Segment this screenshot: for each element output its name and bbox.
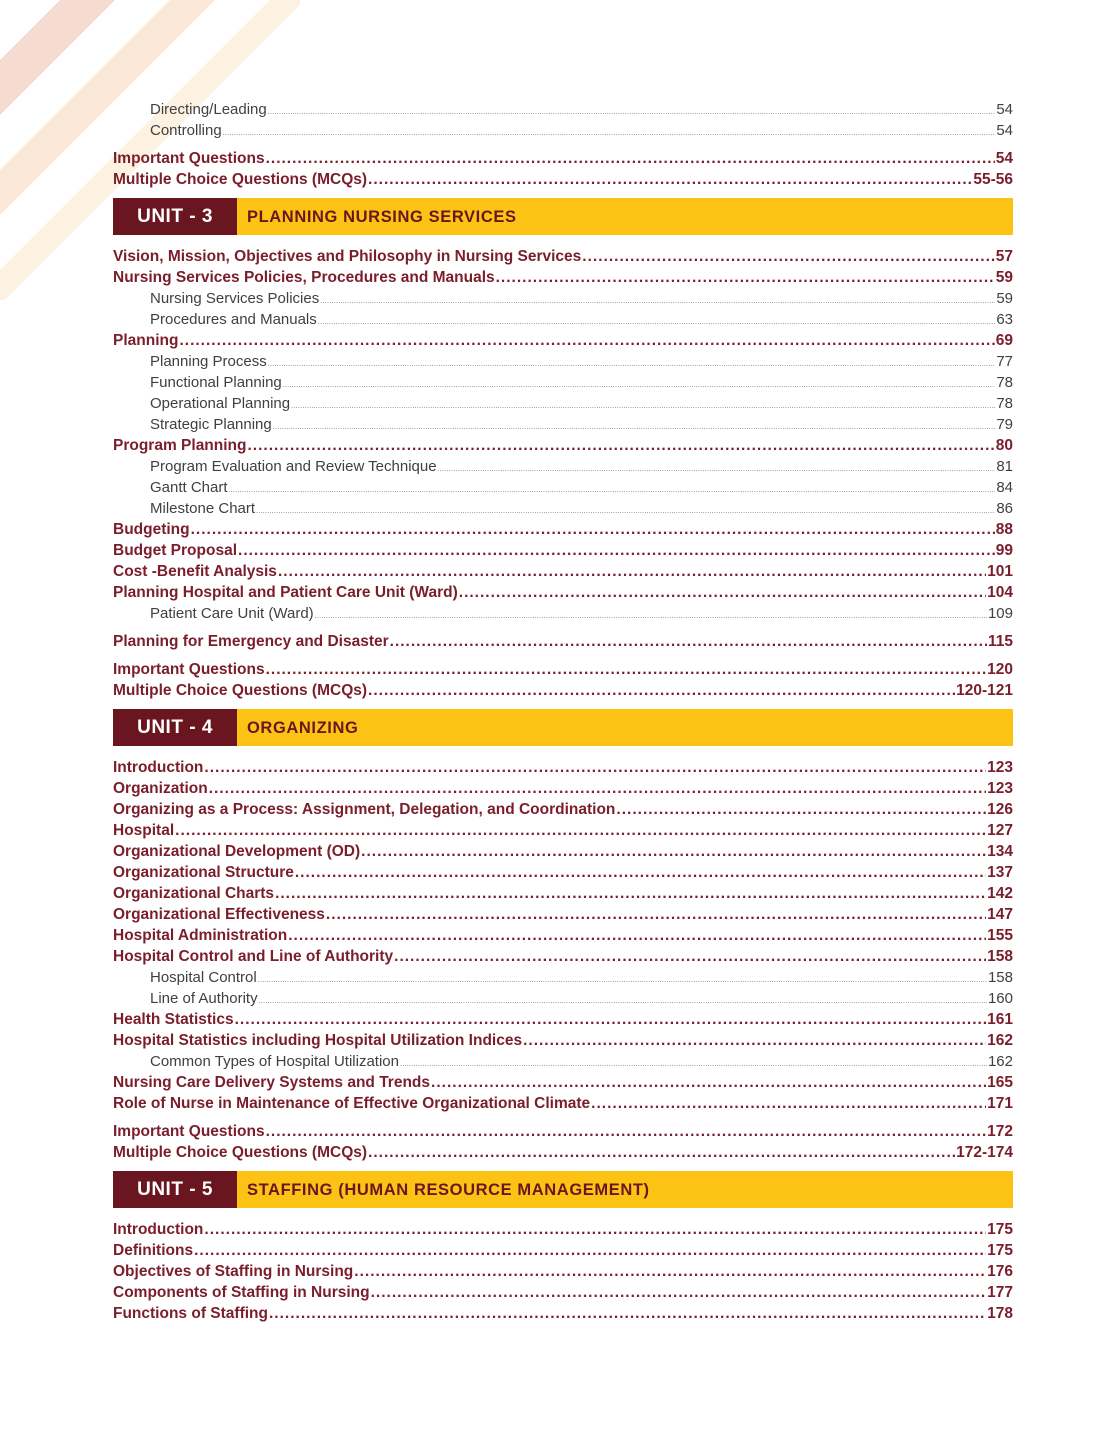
entry-title: Program Evaluation and Review Technique	[150, 458, 437, 475]
dot-leader	[591, 1093, 986, 1114]
dot-leader	[459, 582, 986, 603]
page-number: 160	[987, 990, 1013, 1007]
entry-title: Health Statistics	[113, 1011, 234, 1028]
spacer	[113, 1114, 1013, 1121]
entry-title: Role of Nurse in Maintenance of Effective Organizational Climate	[113, 1095, 591, 1112]
toc-entry[interactable]	[113, 330, 1013, 351]
unit-title: STAFFING (HUMAN RESOURCE MANAGEMENT)	[237, 1171, 1013, 1208]
toc-entry[interactable]	[113, 1121, 1013, 1142]
dot-leader	[266, 148, 995, 169]
dot-leader	[204, 1219, 986, 1240]
page-number: 171	[987, 1095, 1013, 1112]
entry-title: Hospital Control	[150, 969, 257, 986]
entry-title: Functions of Staffing	[113, 1305, 268, 1322]
unit-title: ORGANIZING	[237, 709, 1013, 746]
entry-title: Introduction	[113, 1221, 204, 1238]
entry-title: Organizational Charts	[113, 885, 275, 902]
page-number: 123	[987, 759, 1013, 776]
page-number: 158	[987, 969, 1013, 986]
dot-leader	[175, 820, 986, 841]
page-number: 142	[987, 885, 1013, 902]
dot-leader	[361, 841, 986, 862]
toc-subentry[interactable]	[113, 99, 1013, 120]
entry-title: Planning Process	[150, 353, 267, 370]
dot-leader	[269, 1303, 986, 1324]
toc-entry[interactable]	[113, 904, 1013, 925]
toc-entry[interactable]	[113, 1009, 1013, 1030]
dot-leader	[268, 102, 996, 120]
dot-leader	[259, 991, 987, 1009]
page-number: 115	[987, 633, 1013, 650]
entry-title: Organizing as a Process: Assignment, Delegation, and Coordination	[113, 801, 616, 818]
toc-subentry[interactable]	[113, 1051, 1013, 1072]
entry-title: Planning	[113, 332, 179, 349]
entry-title: Hospital Control and Line of Authority	[113, 948, 394, 965]
toc-subentry[interactable]	[113, 988, 1013, 1009]
page-number: 155	[987, 927, 1013, 944]
toc-entry[interactable]	[113, 1142, 1013, 1163]
page-number: 57	[995, 248, 1013, 265]
entry-title: Organizational Development (OD)	[113, 843, 361, 860]
dot-leader	[400, 1054, 987, 1072]
toc-entry[interactable]	[113, 799, 1013, 820]
entry-title: Patient Care Unit (Ward)	[150, 605, 314, 622]
toc-entry[interactable]	[113, 582, 1013, 603]
page-number: 59	[996, 290, 1013, 307]
entry-title: Objectives of Staffing in Nursing	[113, 1263, 354, 1280]
entry-title: Multiple Choice Questions (MCQs)	[113, 682, 368, 699]
dot-leader	[368, 169, 972, 190]
toc-entry[interactable]	[113, 1030, 1013, 1051]
dot-leader	[315, 606, 987, 624]
page-number: 126	[987, 801, 1013, 818]
toc-entry[interactable]	[113, 820, 1013, 841]
entry-title: Nursing Services Policies, Procedures and Manuals	[113, 269, 495, 286]
dot-leader	[238, 540, 995, 561]
toc-entry[interactable]	[113, 435, 1013, 456]
entry-title: Important Questions	[113, 661, 265, 678]
toc-entry[interactable]	[113, 1093, 1013, 1114]
entry-title: Procedures and Manuals	[150, 311, 317, 328]
dot-leader	[223, 123, 996, 141]
toc-subentry[interactable]	[113, 351, 1013, 372]
toc-entry[interactable]	[113, 1261, 1013, 1282]
toc-entry[interactable]	[113, 1240, 1013, 1261]
toc-entry[interactable]	[113, 169, 1013, 190]
toc-entry[interactable]	[113, 540, 1013, 561]
page-number: 80	[995, 437, 1013, 454]
page-number: 54	[996, 101, 1013, 118]
page-number: 134	[987, 843, 1013, 860]
entry-title: Controlling	[150, 122, 222, 139]
toc-subentry[interactable]	[113, 414, 1013, 435]
unit-title: PLANNING NURSING SERVICES	[237, 198, 1013, 235]
toc-subentry[interactable]	[113, 603, 1013, 624]
page-number: 78	[996, 374, 1013, 391]
page-number: 104	[987, 584, 1013, 601]
entry-title: Planning for Emergency and Disaster	[113, 633, 389, 650]
toc-entry[interactable]	[113, 778, 1013, 799]
toc-subentry[interactable]	[113, 120, 1013, 141]
page-number: 158	[987, 948, 1013, 965]
entry-title: Program Planning	[113, 437, 247, 454]
dot-leader	[204, 757, 986, 778]
dot-leader	[368, 680, 955, 701]
page-number: 78	[996, 395, 1013, 412]
dot-leader	[256, 501, 995, 519]
dot-leader	[368, 1142, 955, 1163]
entry-title: Organizational Structure	[113, 864, 294, 881]
dot-leader	[354, 1261, 986, 1282]
toc-entry[interactable]	[113, 1303, 1013, 1324]
dot-leader	[266, 1121, 987, 1142]
spacer	[113, 652, 1013, 659]
entry-title: Multiple Choice Questions (MCQs)	[113, 171, 368, 188]
page-number: 161	[987, 1011, 1013, 1028]
entry-title: Cost -Benefit Analysis	[113, 563, 277, 580]
toc-subentry[interactable]	[113, 288, 1013, 309]
toc-entry[interactable]	[113, 267, 1013, 288]
dot-leader	[235, 1009, 987, 1030]
entry-title: Vision, Mission, Objectives and Philosophy in Nursing Services	[113, 248, 582, 265]
toc-entry[interactable]	[113, 925, 1013, 946]
page-number: 137	[987, 864, 1013, 881]
table-of-contents	[113, 99, 1013, 1324]
toc-subentry[interactable]	[113, 309, 1013, 330]
toc-entry[interactable]	[113, 946, 1013, 967]
entry-title: Hospital Administration	[113, 927, 288, 944]
spacer	[113, 141, 1013, 148]
dot-leader	[431, 1072, 986, 1093]
dot-leader	[194, 1240, 986, 1261]
dot-leader	[438, 459, 996, 477]
entry-title: Budget Proposal	[113, 542, 238, 559]
dot-leader	[390, 631, 987, 652]
entry-title: Planning Hospital and Patient Care Unit (Ward)	[113, 584, 458, 601]
dot-leader	[191, 519, 995, 540]
page-number: 147	[987, 906, 1013, 923]
entry-title: Operational Planning	[150, 395, 291, 412]
entry-title: Gantt Chart	[150, 479, 228, 496]
page-number: 109	[987, 605, 1013, 622]
unit-number: UNIT - 3	[113, 198, 237, 235]
page-number: 175	[987, 1221, 1013, 1238]
page-number: 177	[987, 1284, 1013, 1301]
page-number: 120	[987, 661, 1013, 678]
page-number: 162	[987, 1032, 1013, 1049]
page-number: 101	[987, 563, 1013, 580]
toc-subentry[interactable]	[113, 393, 1013, 414]
dot-leader	[394, 946, 986, 967]
dot-leader	[275, 883, 986, 904]
entry-title: Hospital	[113, 822, 175, 839]
page-number: 63	[996, 311, 1013, 328]
entry-title: Organization	[113, 780, 208, 797]
toc-entry[interactable]	[113, 246, 1013, 267]
toc-entry[interactable]	[113, 148, 1013, 169]
toc-subentry[interactable]	[113, 477, 1013, 498]
page-number: 84	[996, 479, 1013, 496]
entry-title: Line of Authority	[150, 990, 258, 1007]
dot-leader	[616, 799, 986, 820]
dot-leader	[248, 435, 995, 456]
toc-entry[interactable]	[113, 1072, 1013, 1093]
page-number: 86	[996, 500, 1013, 517]
toc-entry[interactable]	[113, 680, 1013, 701]
toc-subentry[interactable]	[113, 967, 1013, 988]
unit-number: UNIT - 5	[113, 1171, 237, 1208]
unit-number: UNIT - 4	[113, 709, 237, 746]
toc-entry[interactable]	[113, 757, 1013, 778]
page-number: 54	[995, 150, 1013, 167]
toc-entry[interactable]	[113, 1219, 1013, 1240]
entry-title: Organizational Effectiveness	[113, 906, 325, 923]
dot-leader	[318, 312, 996, 330]
toc-entry[interactable]	[113, 1282, 1013, 1303]
dot-leader	[278, 561, 986, 582]
unit-header	[113, 198, 1013, 235]
page-number: 81	[996, 458, 1013, 475]
entry-title: Budgeting	[113, 521, 190, 538]
dot-leader	[295, 862, 986, 883]
entry-title: Common Types of Hospital Utilization	[150, 1053, 399, 1070]
dot-leader	[258, 970, 987, 988]
page-number: 55-56	[973, 171, 1013, 188]
dot-leader	[320, 291, 995, 309]
toc-subentry[interactable]	[113, 498, 1013, 519]
dot-leader	[283, 375, 996, 393]
dot-leader	[523, 1030, 986, 1051]
toc-subentry[interactable]	[113, 456, 1013, 477]
dot-leader	[371, 1282, 987, 1303]
entry-title: Nursing Services Policies	[150, 290, 320, 307]
entry-title: Introduction	[113, 759, 204, 776]
toc-entry[interactable]	[113, 519, 1013, 540]
entry-title: Nursing Care Delivery Systems and Trends	[113, 1074, 431, 1091]
page-number: 79	[996, 416, 1013, 433]
toc-entry[interactable]	[113, 841, 1013, 862]
page-number: 88	[995, 521, 1013, 538]
toc-entry[interactable]	[113, 862, 1013, 883]
dot-leader	[273, 417, 996, 435]
page-number: 172-174	[956, 1144, 1013, 1161]
spacer	[113, 624, 1013, 631]
dot-leader	[582, 246, 994, 267]
page-number: 162	[987, 1053, 1013, 1070]
toc-subentry[interactable]	[113, 372, 1013, 393]
page-number: 172	[987, 1123, 1013, 1140]
page-number: 178	[987, 1305, 1013, 1322]
page-number: 165	[987, 1074, 1013, 1091]
page-number: 99	[995, 542, 1013, 559]
dot-leader	[268, 354, 996, 372]
page-number: 69	[995, 332, 1013, 349]
toc-entry[interactable]	[113, 631, 1013, 652]
entry-title: Components of Staffing in Nursing	[113, 1284, 370, 1301]
page-number: 120-121	[956, 682, 1013, 699]
page-number: 176	[987, 1263, 1013, 1280]
dot-leader	[291, 396, 995, 414]
toc-entry[interactable]	[113, 659, 1013, 680]
dot-leader	[326, 904, 986, 925]
dot-leader	[229, 480, 996, 498]
page-number: 77	[996, 353, 1013, 370]
unit-header	[113, 1171, 1013, 1208]
page-number: 54	[996, 122, 1013, 139]
dot-leader	[288, 925, 986, 946]
entry-title: Strategic Planning	[150, 416, 272, 433]
dot-leader	[179, 330, 994, 351]
page-number: 175	[987, 1242, 1013, 1259]
dot-leader	[496, 267, 995, 288]
page-number: 59	[995, 269, 1013, 286]
entry-title: Directing/Leading	[150, 101, 267, 118]
toc-entry[interactable]	[113, 883, 1013, 904]
toc-entry[interactable]	[113, 561, 1013, 582]
entry-title: Important Questions	[113, 1123, 265, 1140]
entry-title: Important Questions	[113, 150, 265, 167]
dot-leader	[209, 778, 986, 799]
entry-title: Multiple Choice Questions (MCQs)	[113, 1144, 368, 1161]
unit-header	[113, 709, 1013, 746]
entry-title: Definitions	[113, 1242, 194, 1259]
page-number: 123	[987, 780, 1013, 797]
dot-leader	[266, 659, 987, 680]
entry-title: Milestone Chart	[150, 500, 256, 517]
entry-title: Hospital Statistics including Hospital Utilization Indices	[113, 1032, 523, 1049]
page-number: 127	[987, 822, 1013, 839]
entry-title: Functional Planning	[150, 374, 282, 391]
